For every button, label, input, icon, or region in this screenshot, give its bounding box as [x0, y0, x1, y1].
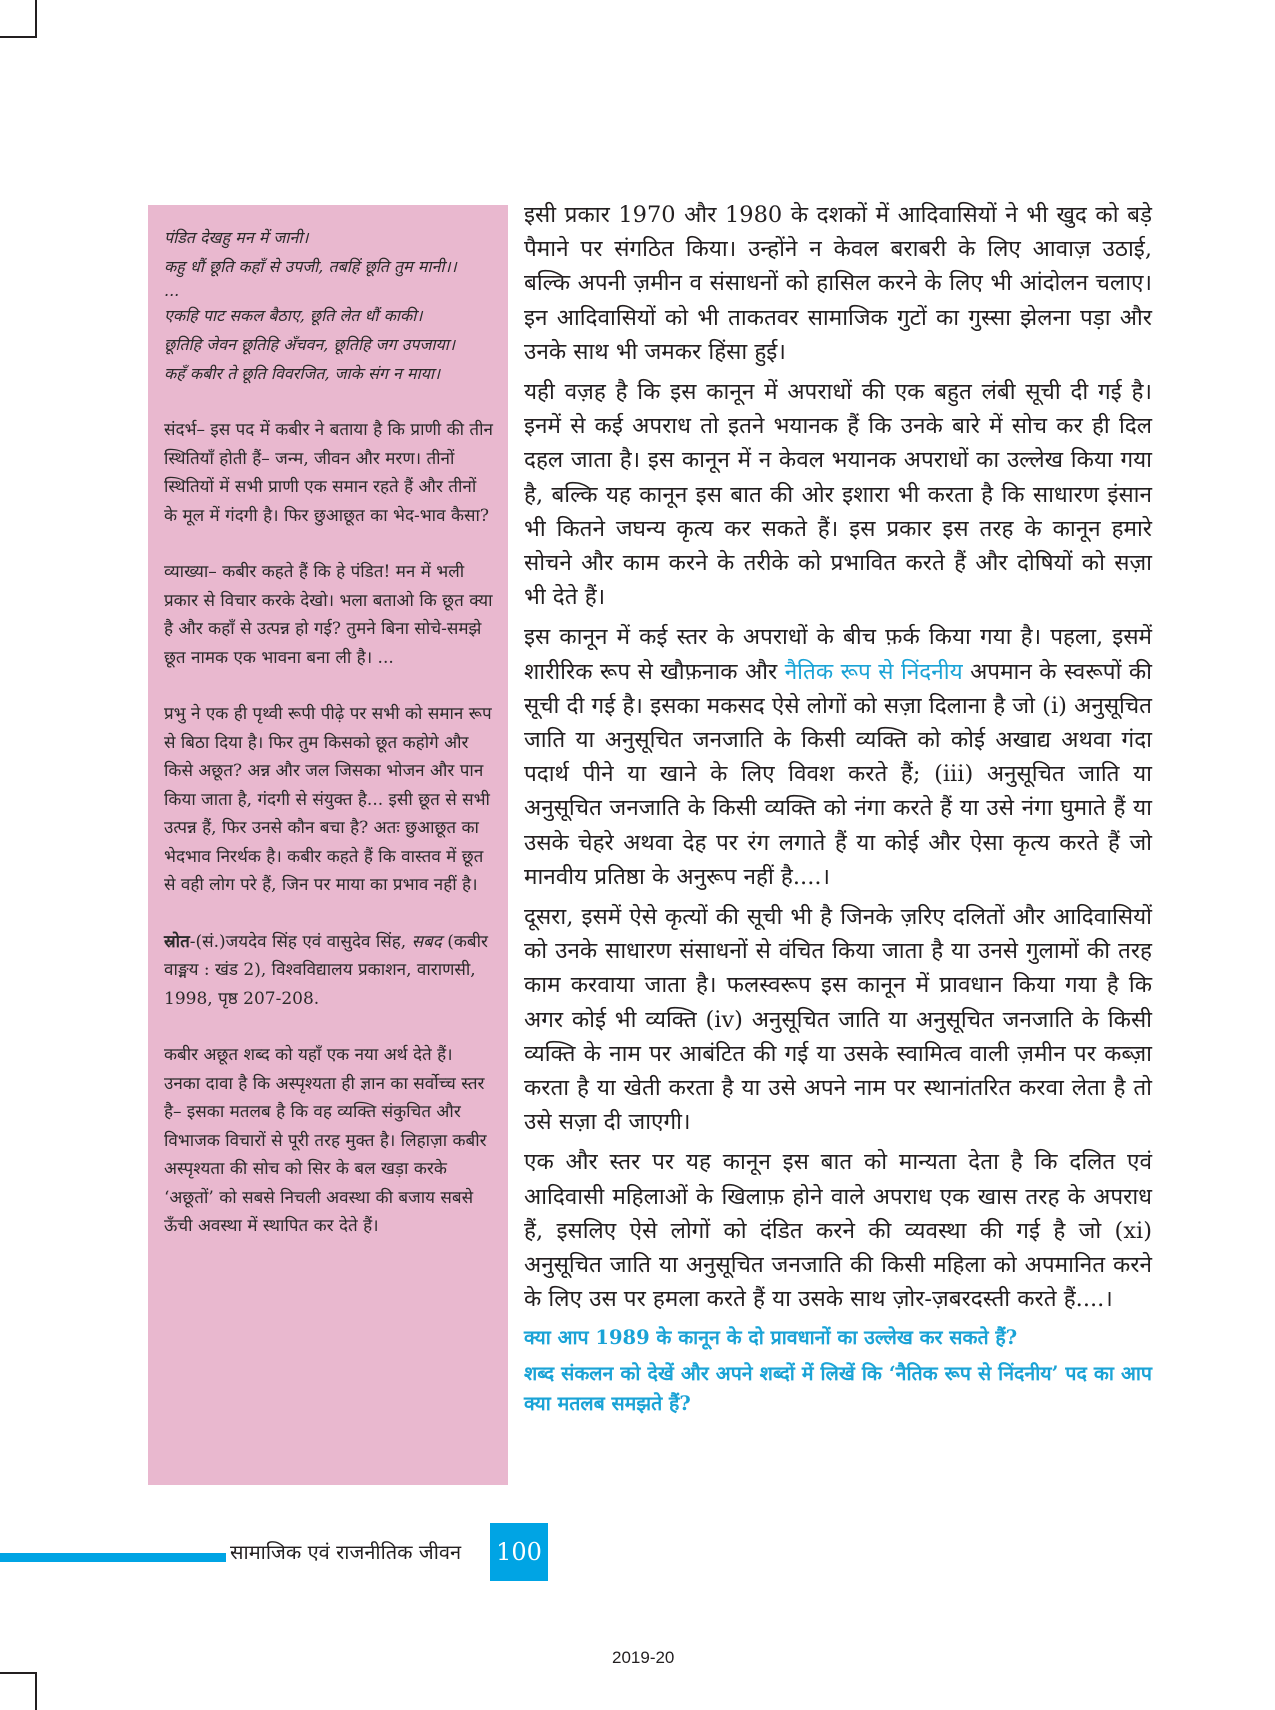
paragraph-text: अपमान के स्वरूपों की सूची दी गई है। इसका मकसद ऐसे लोगों को सज़ा दिलाना है जो (i) अनुसूचित जाति या अनुसूचित जनजाति के किसी व्यक्ति को कोई अखाद्य अथवा गंदा पदार्थ पीने या खाने के लिए विवश करते हैं; (iii) अनुसूचित जाति या अनुसूचित जनजाति के किसी व्यक्ति को नंगा करते हैं या उसे नंगा घुमाते हैं या उसके चेहरे अथवा देह पर रंग लगाते हैं या कोई और ऐसा कृत्य करते हैं जो मानवीय प्रतिष्ठा के अनुरूप नहीं है....।: [524, 658, 1152, 890]
kabir-poem: [164, 223, 494, 388]
question: क्या आप 1989 के कानून के दो प्रावधानों का उल्लेख कर सकते हैं?: [524, 1325, 1018, 1349]
book-title: सामाजिक एवं राजनीतिक जीवन: [230, 1540, 462, 1564]
kabir-sidebar: [148, 205, 508, 1485]
footer-accent-bar: [0, 1553, 226, 1562]
crop-mark: [35, 1672, 37, 1710]
main-text: [524, 198, 1152, 1425]
source-text: -(सं.)जयदेव सिंह एवं वासुदेव सिंह,: [189, 931, 412, 952]
source-label: स्रोत: [164, 931, 190, 952]
poem-line: एकहि पाट सकल बैठाए, छूति लेत धौं काकी।: [164, 306, 423, 325]
poem-line: कहु धौं छूति कहाँ से उपजी, तबहिं छूति तुम मानी।।: [164, 257, 457, 276]
question: शब्द संकलन को देखें और अपने शब्दों में लिखें कि ‘नैतिक रूप से निंदनीय’ पद का आप क्या मतलब समझते हैं?: [524, 1361, 1152, 1415]
crop-mark: [0, 1672, 37, 1674]
glossary-term: नैतिक रूप से निंदनीय: [784, 658, 963, 685]
context-paragraph: संदर्भ– इस पद में कबीर ने बताया है कि प्राणी की तीन स्थितियाँ होती हैं– जन्म, जीवन और मरण। तीनों स्थितियों में सभी प्राणी एक समान रहते हैं और तीनों के मूल में गंदगी है। फिर छुआछूत का भेद-भाव कैसा?: [164, 420, 493, 526]
source-title: सबद: [411, 931, 442, 952]
source-rest: (कबीर वाङ्मय : खंड 2), विश्वविद्यालय प्रकाशन, वाराणसी, 1998, पृष्ठ 207-208.: [164, 931, 488, 1009]
poem-line: पंडित देखहु मन में जानी।: [164, 228, 309, 247]
poem-line: कहँ कबीर ते छूति विवरजित, जाके संग न माया।: [164, 364, 441, 383]
page-number: 100: [490, 1523, 548, 1581]
paragraph-text: इस कानून में कई स्तर के अपराधों के बीच फ़र्क किया गया है। पहला, इसमें शारीरिक रूप से खौफ़नाक और: [524, 624, 1152, 685]
paragraph: दूसरा, इसमें ऐसे कृत्यों की सूची भी है जिनके ज़रिए दलितों और आदिवासियों को उनके साधारण संसाधनों से वंचित किया जाता है या उनसे गुलामों की तरह काम करवाया जाता है। फलस्वरूप इस कानून में प्रावधान किया गया है कि अगर कोई भी व्यक्ति (iv) अनुसूचित जाति या अनुसूचित जनजाति के किसी व्यक्ति के नाम पर आबंटित की गई या उसके स्वामित्व वाली ज़मीन पर कब्ज़ा करता है या खेती करता है या उसे अपने नाम पर स्थानांतरित करवा लेता है तो उसे सज़ा दी जाएगी।: [524, 904, 1152, 1136]
poem-line: ...: [164, 281, 180, 300]
edition-year: 2019-20: [612, 1648, 675, 1667]
closing-paragraph: कबीर अछूत शब्द को यहाँ एक नया अर्थ देते हैं। उनका दावा है कि अस्पृश्यता ही ज्ञान का सर्वोच्च स्तर है– इसका मतलब है कि वह व्यक्ति संकुचित और विभाजक विचारों से पूरी तरह मुक्त है। लिहाज़ा कबीर अस्पृश्यता की सोच को सिर के बल खड़ा करके ‘अछूतों’ को सबसे निचली अवस्था की बजाय सबसे ऊँची अवस्था में स्थापित कर देते हैं।: [164, 1045, 487, 1236]
explanation-paragraph: प्रभु ने एक ही पृथ्वी रूपी पीढ़े पर सभी को समान रूप से बिठा दिया है। फिर तुम किसको छूत कहोगे और किसे अछूत? अन्न और जल जिसका भोजन और पान किया जाता है, गंदगी से संयुक्त है... इसी छूत से सभी उत्पन्न हैं, फिर उनसे कौन बचा है? अतः छुआछूत का भेदभाव निरर्थक है। कबीर कहते हैं कि वास्तव में छूत से वही लोग परे हैं, जिन पर माया का प्रभाव नहीं है।: [164, 704, 492, 895]
paragraph: एक और स्तर पर यह कानून इस बात को मान्यता देता है कि दलित एवं आदिवासी महिलाओं के खिलाफ़ होने वाले अपराध एक खास तरह के अपराध हैं, इसलिए ऐसे लोगों को दंडित करने की व्यवस्था की गई है जो (xi) अनुसूचित जाति या अनुसूचित जनजाति की किसी महिला को अपमानित करने के लिए उस पर हमला करते हैं या उसके साथ ज़ोर-ज़बरदस्ती करते हैं....।: [524, 1149, 1152, 1313]
poem-line: छूतिहि जेवन छूतिहि अँचवन, छूतिहि जग उपजाया।: [164, 335, 456, 354]
source-citation: [164, 928, 494, 1014]
paragraph: इसी प्रकार 1970 और 1980 के दशकों में आदिवासियों ने भी खुद को बड़े पैमाने पर संगठित किया। उन्होंने न केवल बराबरी के लिए आवाज़ उठाई, बल्कि अपनी ज़मीन व संसाधनों को हासिल करने के लिए भी आंदोलन चलाए। इन आदिवासियों को भी ताकतवर सामाजिक गुटों का गुस्सा झेलना पड़ा और उनके साथ भी जमकर हिंसा हुई।: [524, 202, 1152, 365]
paragraph: [524, 620, 1152, 894]
crop-mark: [0, 36, 37, 38]
explanation-paragraph: व्याख्या– कबीर कहते हैं कि हे पंडित! मन में भली प्रकार से विचार करके देखो। भला बताओ कि छूत क्या है और कहाँ से उत्पन्न हो गई? तुमने बिना सोचे-समझे छूत नामक एक भावना बना ली है। ...: [164, 562, 493, 668]
paragraph: यही वज़ह है कि इस कानून में अपराधों की एक बहुत लंबी सूची दी गई है। इनमें से कई अपराध तो इतने भयानक हैं कि उनके बारे में सोच कर ही दिल दहल जाता है। इस कानून में न केवल भयानक अपराधों का उल्लेख किया गया है, बल्कि यह कानून इस बात की ओर इशारा भी करता है कि साधारण इंसान भी कितने जघन्य कृत्य कर सकते हैं। इस प्रकार इस तरह के कानून हमारे सोचने और काम करने के तरीके को प्रभावित करते हैं और दोषियों को सज़ा भी देते हैं।: [524, 379, 1152, 611]
crop-mark: [35, 0, 37, 38]
